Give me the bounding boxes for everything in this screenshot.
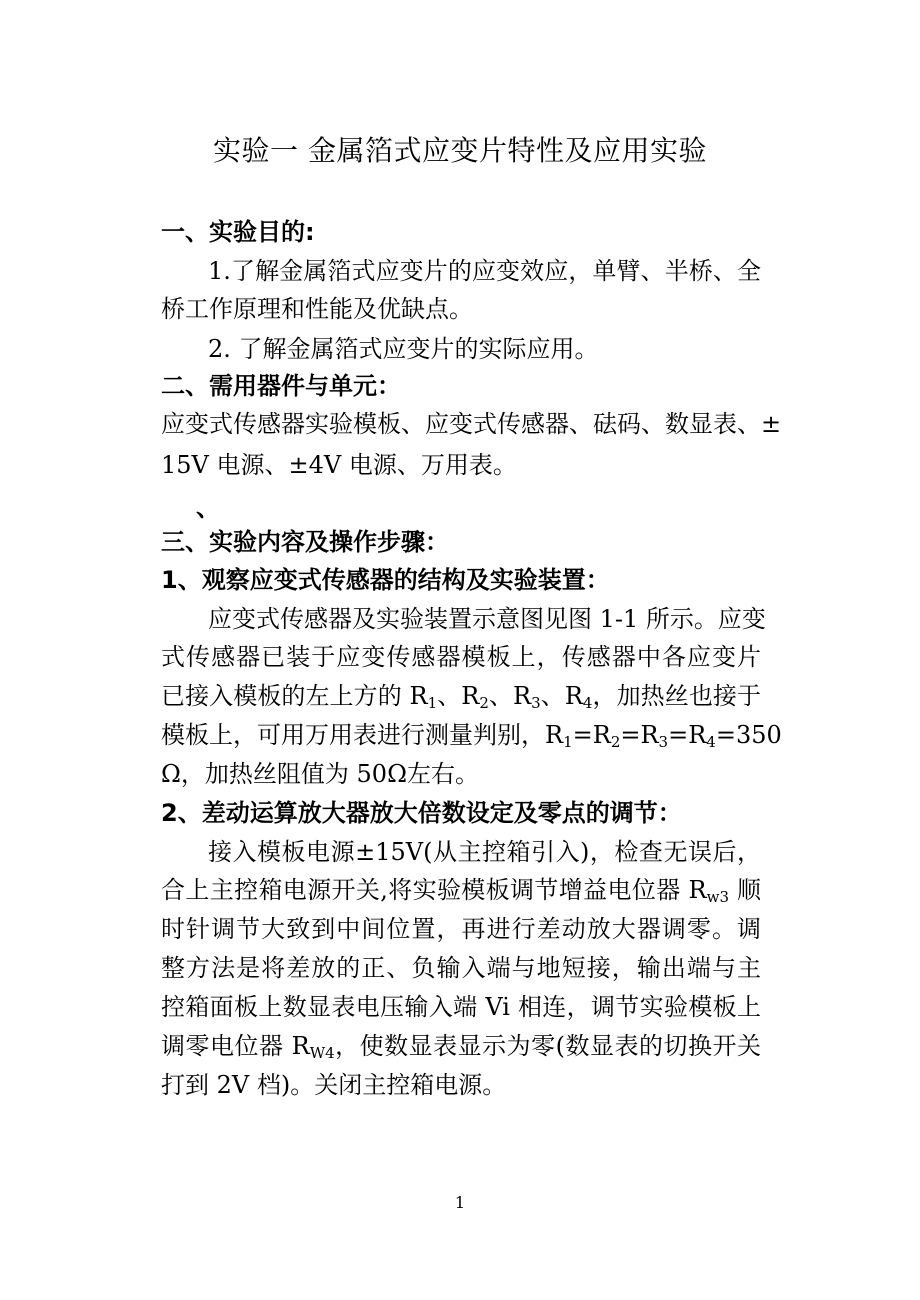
section-heading-equipment: 二、需用器件与单元： [161,372,401,400]
text-run: 、R [488,682,532,710]
step-1-paragraph-line-1: 应变式传感器及实验装置示意图见图 1-1 所示。应变 [208,605,766,633]
page-number: 1 [454,1193,466,1212]
text-run: =R [668,721,707,749]
step-2-paragraph-line-1: 接入模板电源±15V(从主控箱引入)，检查无误后， [208,838,761,866]
text-run: 模板上，可用万用表进行测量判别，R [161,721,564,749]
step-2-paragraph-line-4: 整方法是将差放的正、负输入端与地短接，输出端与主 [161,954,761,982]
equipment-line-1: 应变式传感器实验模板、应变式传感器、砝码、数显表、± [161,410,782,438]
subscript: 4 [582,694,593,712]
subscript: 2 [479,694,489,712]
text-run: ，加热丝也接于 [592,682,761,710]
document-title: 实验一 金属箔式应变片特性及应用实验 [213,134,707,167]
subscript: 2 [610,733,621,751]
text-run: =R [620,721,659,749]
step-2-paragraph-line-7: 打到 2V 档)。关闭主控箱电源。 [161,1071,507,1099]
text-run: 已接入模板的左上方的 R [161,682,428,710]
purpose-item-1-line-2: 桥工作原理和性能及优缺点。 [161,295,473,323]
purpose-item-1-line-1: 1.了解金属箔式应变片的应变效应，单臂、半桥、全 [208,257,761,285]
text-run: 调零电位器 R [161,1032,310,1060]
step-1-paragraph-line-2: 式传感器已装于应变传感器模板上，传感器中各应变片 [161,643,761,671]
step-2-paragraph-line-3: 时针调节大致到中间位置，再进行差动放大器调零。调 [161,915,761,943]
step-1-paragraph-line-5: Ω，加热丝阻值为 50Ω左右。 [161,760,479,788]
subscript: 1 [427,694,438,712]
purpose-item-2: 2. 了解金属箔式应变片的实际应用。 [208,335,599,363]
section-heading-purpose: 一、实验目的: [161,218,315,246]
subscript: 4 [706,733,716,751]
stray-mark: 、 [196,494,220,522]
text-run: 、R [540,682,583,710]
step-1-heading: 1、观察应变式传感器的结构及实验装置： [161,566,610,594]
subscript: 3 [531,694,541,712]
text-run: 、R [437,682,480,710]
step-1-paragraph-line-4 [161,716,782,754]
text-run: =R [572,721,611,749]
text-run: ，使数显表显示为零(数显表的切换开关 [334,1032,761,1060]
text-run: 顺 [729,876,761,904]
step-2-paragraph-line-5: 控箱面板上数显表电压输入端 Vi 相连，调节实验模板上 [161,993,761,1021]
step-2-heading: 2、差动运算放大器放大倍数设定及零点的调节： [161,799,682,827]
step-2-paragraph-line-2 [161,871,761,909]
text-run: =350 [715,721,782,749]
section-heading-procedure: 三、实验内容及操作步骤： [161,528,449,556]
step-1-paragraph-line-3 [161,677,761,715]
equipment-line-2: 15V 电源、±4V 电源、万用表。 [161,451,517,479]
subscript: W4 [309,1044,335,1062]
subscript: w3 [706,888,729,906]
subscript: 3 [658,733,669,751]
subscript: 1 [563,733,573,751]
step-2-paragraph-line-6 [161,1027,761,1065]
text-run: 合上主控箱电源开关,将实验模板调节增益电位器 R [161,876,707,904]
